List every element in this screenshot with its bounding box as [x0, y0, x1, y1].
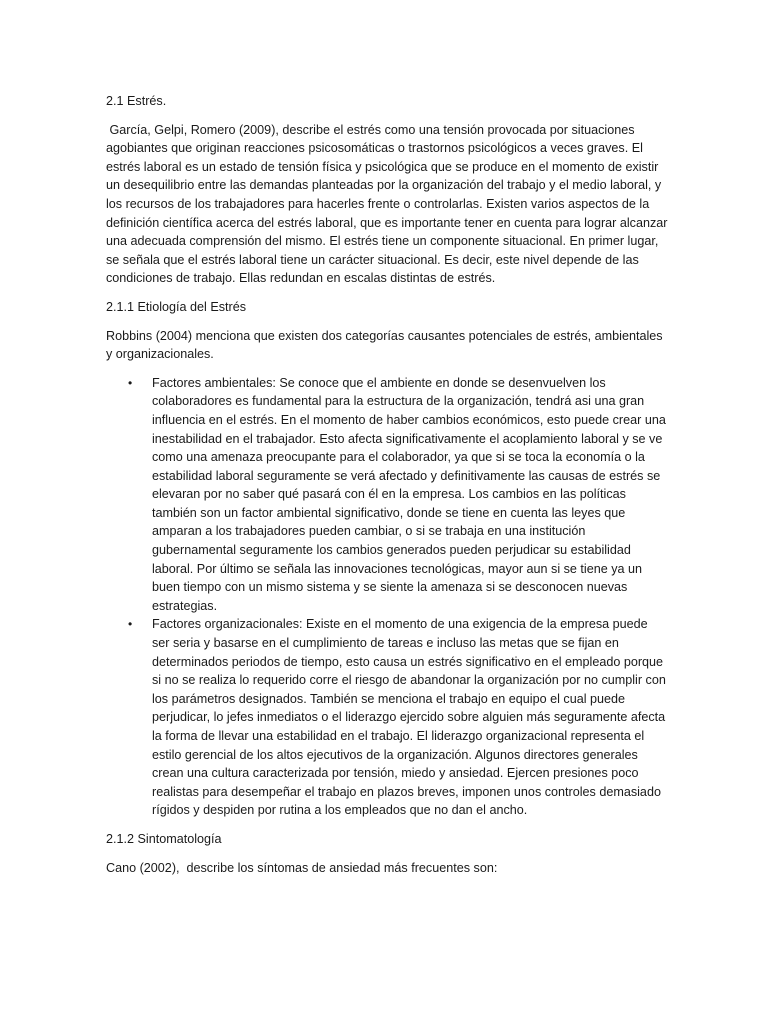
list-item-factores-ambientales — [106, 374, 668, 616]
section-heading-sintomatologia: 2.1.2 Sintomatología — [106, 831, 222, 846]
bullet-marker: • — [128, 375, 133, 390]
paragraph-etiologia-intro: Robbins (2004) menciona que existen dos categorías causantes potenciales de estrés, ambientales y organizacionales. — [106, 328, 663, 362]
list-item-text: Factores organizacionales: Existe en el momento de una exigencia de la empresa puede ser seria y basarse en el cumplimiento de tareas e incluso las metas que se fijan en determinados periodos de tiempo, esto causa un estrés significativo en el empleado porque si no se realiza lo requerido corre el riesgo de abandonar la organización por no cumplir con los parámetros designados. También se menciona el trabajo en equipo el cual puede perjudicar, lo jefes inmediatos o el liderazgo ejercido sobre alguien más seguramente afecta la forma de llevar una estabilidad en el trabajo. El liderazgo organizacional representa el estilo gerencial de los altos ejecutivos de la organización. Algunos directores generales crean una cultura caracterizada por tensión, miedo y ansiedad. Ejercen presiones poco realistas para desempeñar el trabajo en plazos breves, imponen unos controles demasiado rígidos y despiden por rutina a los empleados que no dan el ancho. — [152, 617, 666, 818]
document-body — [106, 92, 671, 887]
paragraph-estres-definition: García, Gelpi, Romero (2009), describe el estrés como una tensión provocada por situaciones agobiantes que originan reacciones psicosomáticas o trastornos psicológicos a veces graves. El estrés laboral es un estado de tensión física y psicológica que se produce en el momento de existir un desequilibrio entre las demandas planteadas por la organización del trabajo y el medio laboral, y los recursos de los trabajadores para hacerles frente o controlarlas. Existen varios aspectos de la definición científica acerca del estrés laboral, que es importante tener en cuenta para lograr alcanzar una adecuada comprensión del mismo. El estrés tiene un componente situacional. En primer lugar, se señala que el estrés laboral tiene un carácter situacional. Es decir, este nivel depende de las condiciones de trabajo. Ellas redundan en escalas distintas de estrés. — [106, 122, 671, 286]
section-heading-etiologia: 2.1.1 Etiología del Estrés — [106, 299, 247, 314]
paragraph-sintomatologia-intro: Cano (2002), describe los síntomas de ansiedad más frecuentes son: — [106, 860, 498, 875]
list-item-text: Factores ambientales: Se conoce que el ambiente en donde se desenvuelven los colaboradores es fundamental para la estructura de la organización, tendrá asi una gran influencia en el estrés. En el momento de haber cambios económicos, esto puede crear una inestabilidad en el trabajador. Esto afecta significativamente el acoplamiento laboral y se ve como una amenaza preocupante para el colaborador, ya que si se toca la economía o la estabilidad laboral seguramente se verá afectado y definitivamente las causas de estrés se elevaran por no saber qué pasará con él en la empresa. Los cambios en las políticas también son un factor ambiental significativo, donde se tiene en cuenta las leyes que amparan a los trabajadores pueden cambiar, o si se trabaja en una institución gubernamental seguramente los cambios generados pueden perjudicar su estabilidad laboral. Por último se señala las innovaciones tecnológicas, mayor aun si se tiene ya un buen tiempo con un mismo sistema y se siente la amenaza si se desconocen nuevas estrategias. — [152, 375, 666, 613]
section-heading-estres: 2.1 Estrés. — [106, 94, 167, 108]
bullet-marker: • — [128, 617, 133, 632]
factors-list — [106, 374, 668, 820]
list-item-factores-organizacionales — [106, 615, 668, 820]
